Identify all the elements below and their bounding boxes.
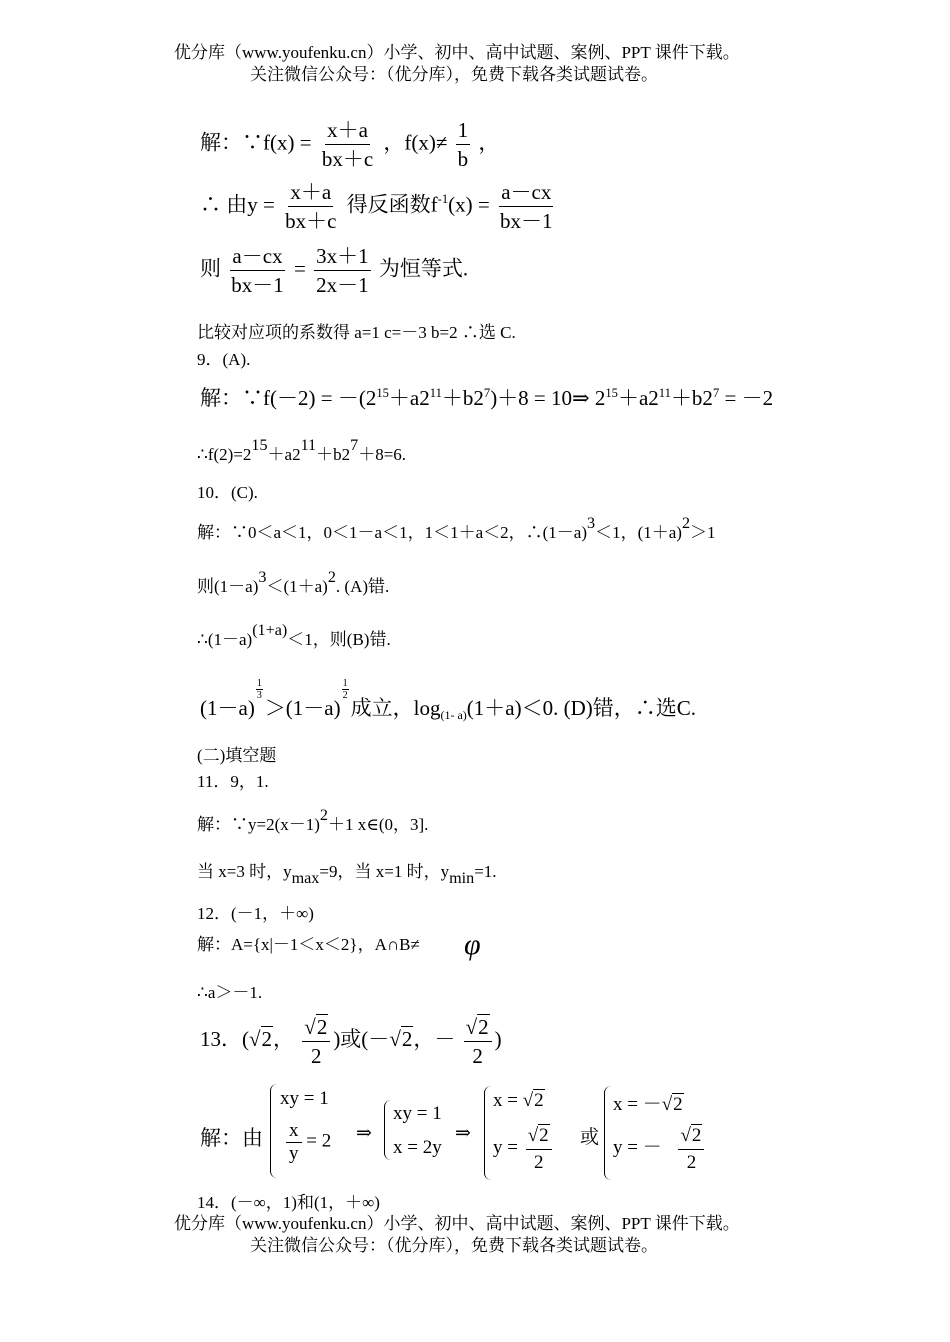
q10-line-1: 解：∵0＜a＜1，0＜1－a＜1，1＜1＋a＜2，∴(1－a)3＜1，(1＋a)2＞1 [197, 514, 716, 542]
q11-line-2: 当 x=3 时，ymax=9，当 x=1 时，ymin=1. [197, 862, 497, 887]
footer-line-1: 优分库（www.youfenku.cn）小学、初中、高中试题、案例、PPT 课件下载。 [174, 1214, 740, 1233]
q8-line-2: ∴ 由y = $\frac{x+a}{bx+c}$ 得反函数$f^{-1}(x)$ = $\frac{a-cx}{bx-1}$ [200, 180, 553, 234]
q8-l1-prefix: 解：∵f(x) = [200, 130, 312, 155]
q10-line-3: ∴(1－a)(1+a)＜1，则(B)错. [197, 621, 391, 649]
q13-title: 13．(√2， $\frac{√2}{2}$ )或(－√2，－ $\frac{√2}{2}$ ) [200, 1015, 502, 1069]
system2-eq2: x = 2y [393, 1137, 442, 1158]
q10-line-2: 则(1－a)3＜(1＋a)2. (A)错. [197, 568, 390, 596]
q10-exp-one-third: $\frac{1}{3}$ [256, 678, 262, 701]
q14-title: 14．(－∞，1)和(1，＋∞) [197, 1193, 380, 1212]
q10-line-4: (1－a) $\frac{1}{3}$ ＞(1－a) $\frac{1}{2}$ 成立，$\log_{(1- a)}(1+a)<0$. (D)错，∴选C. [200, 678, 697, 723]
system4-eq1: x = －√2 [613, 1094, 683, 1115]
system3-eq1: x = √2 [493, 1090, 544, 1111]
q11-title: 11．9，1. [197, 772, 269, 791]
q12-line-2: ∴a＞－1. [197, 983, 263, 1002]
section-fill-in-title: (二)填空题 [197, 746, 277, 765]
q9-line-2: ∴f(2)=215＋a211＋b27＋8=6. [197, 436, 407, 464]
q8-line-4: 比较对应项的系数得 a=1 c=－3 b=2 ∴选 C. [197, 323, 516, 342]
header-line-1: 优分库（www.youfenku.cn）小学、初中、高中试题、案例、PPT 课件下载。 [174, 43, 740, 62]
system-brace-1 [270, 1084, 277, 1178]
system4-eq2: y = － $\frac{√2}{2}$ [613, 1124, 707, 1174]
header-line-2: 关注微信公众号：（优分库），免费下载各类试题试卷。 [250, 65, 658, 84]
q11-line-1: 解：∵y=2(x－1)2＋1 x∈(0，3]. [197, 806, 429, 834]
q8-l3-fraction-2: $\frac{3x+1}{2x-1}$ [316, 244, 369, 298]
q8-l1-fraction: $\frac{x+a}{bx+c}$ [321, 118, 374, 172]
q8-l2-fraction: $\frac{x+a}{bx+c}$ [285, 180, 337, 234]
system1-eq1: xy = 1 [280, 1088, 329, 1109]
q13-sol-prefix: 解：由 [200, 1126, 263, 1150]
q8-l1-fraction-2: $\frac{1}{b}$ [457, 118, 469, 172]
q12-line-1: 解：A={x|－1＜x＜2}，A∩B≠ [197, 935, 420, 954]
q13-fraction-2: $\frac{√2}{2}$ [464, 1014, 492, 1068]
q9-title: 9．(A). [197, 350, 251, 369]
system-brace-4 [604, 1086, 611, 1180]
system3-eq2: y = $\frac{√2}{2}$ [493, 1124, 555, 1174]
implies-arrow-1: ⇒ [356, 1123, 372, 1144]
system1-eq2: $\frac{x}{y}$ = 2 [286, 1120, 331, 1165]
system-brace-3 [484, 1086, 491, 1180]
q8-l2-fraction-2: $\frac{a-cx}{bx-1}$ [500, 180, 553, 234]
q8-line-1: 解：∵f(x) = $\frac{x+a}{bx+c}$ ，f(x)≠ $\frac{1}{b}$ ， [200, 118, 500, 172]
system-brace-2 [384, 1100, 391, 1160]
sqrt-symbol: √ [249, 1026, 261, 1051]
q10-title: 10．(C). [197, 483, 258, 502]
empty-set-symbol: φ [464, 928, 481, 961]
q8-line-3: 则 $\frac{a-cx}{bx-1}$ = $\frac{3x+1}{2x-1}$ 为恒等式. [200, 244, 469, 298]
implies-arrow-2: ⇒ [455, 1123, 471, 1144]
q12-title: 12．(－1，＋∞) [197, 904, 314, 923]
q13-fraction-1: $\frac{√2}{2}$ [302, 1014, 330, 1068]
q9-line-1: 解：∵f(－2) = $-(2^{15}+a2^{11}+b2^7)+8$ = 10⇒ $2^{15}+a2^{11}+b2^7 = -2$ [200, 385, 774, 410]
q8-l3-fraction: $\frac{a-cx}{bx-1}$ [231, 244, 284, 298]
system2-eq1: xy = 1 [393, 1103, 442, 1124]
footer-line-2: 关注微信公众号：（优分库），免费下载各类试题试卷。 [250, 1236, 658, 1255]
or-word: 或 [580, 1127, 600, 1148]
q10-exp-one-half: $\frac{1}{2}$ [342, 678, 348, 701]
